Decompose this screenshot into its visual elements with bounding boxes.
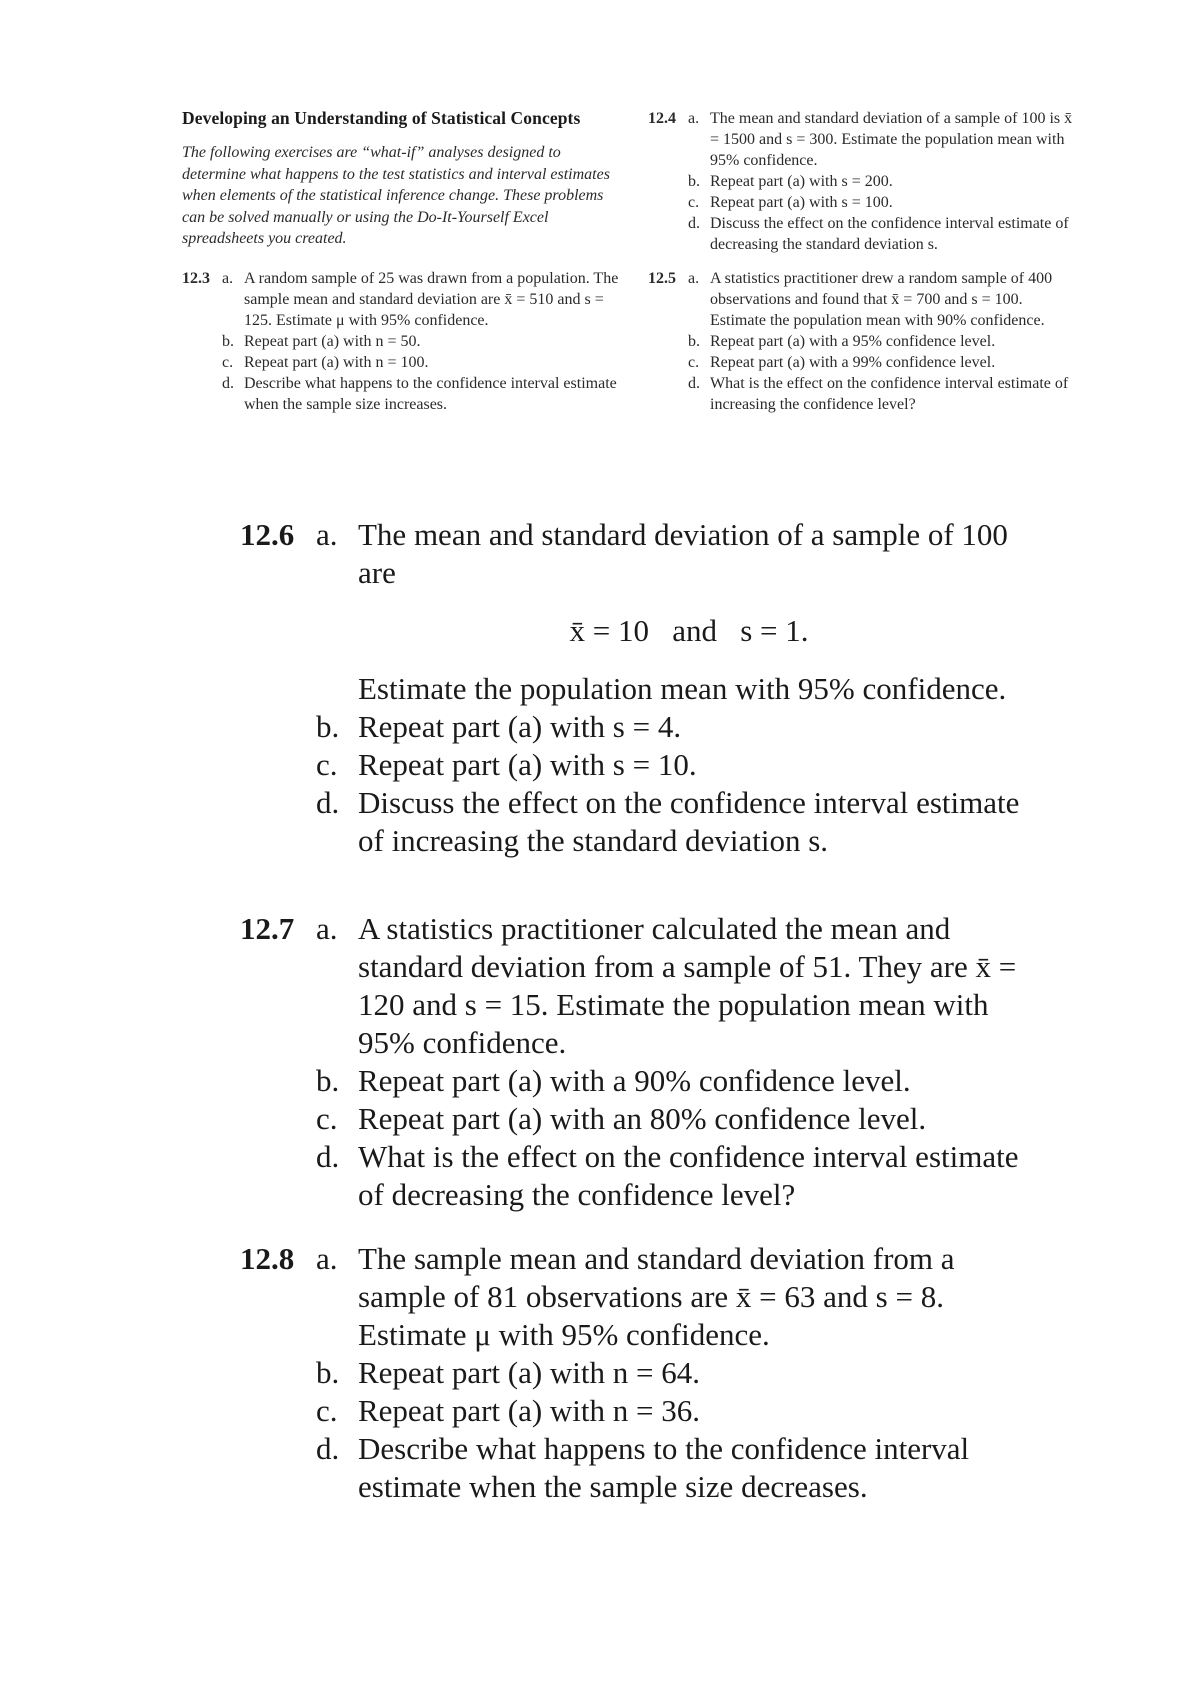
part-text: What is the effect on the confidence interval estimate of increasing the confidence level? <box>710 375 1069 413</box>
exercise-number: 12.6 <box>240 517 295 552</box>
part-text: Repeat part (a) with a 99% confidence level. <box>710 354 996 371</box>
part-text: Repeat part (a) with s = 200. <box>710 173 893 190</box>
part-letter: b. <box>316 1355 340 1390</box>
part-text: Describe what happens to the confidence interval estimate when the sample size decreases. <box>358 1431 970 1504</box>
exercise-12-4-part-a <box>648 108 1073 171</box>
exercise-12-5-part-c <box>648 352 1073 373</box>
exercise-12-5-part-b <box>648 331 1073 352</box>
part-text: The mean and standard deviation of a sample of 100 are <box>358 517 1008 590</box>
exercise-12-5-part-a <box>648 268 1073 331</box>
part-letter: d. <box>222 375 234 392</box>
exercise-12-6-part-c <box>240 746 1020 784</box>
part-text: Describe what happens to the confidence interval estimate when the sample size increases. <box>244 375 617 413</box>
exercise-number: 12.4 <box>648 110 676 127</box>
part-text: Repeat part (a) with s = 10. <box>358 747 697 782</box>
part-text: Discuss the effect on the confidence interval estimate of increasing the standard deviation s. <box>358 785 1020 858</box>
part-letter: b. <box>316 709 340 744</box>
exercise-number: 12.8 <box>240 1241 295 1276</box>
part-text: The mean and standard deviation of a sample of 100 is x̄ = 1500 and s = 300. Estimate the population mean with 95% confidence. <box>710 110 1073 169</box>
exercise-12-3-part-c <box>182 352 622 373</box>
part-text: Repeat part (a) with n = 50. <box>244 333 421 350</box>
exercise-12-7 <box>240 910 1020 1214</box>
part-letter: b. <box>688 173 700 190</box>
exercise-12-8-part-b <box>240 1354 1020 1392</box>
part-letter: b. <box>316 1063 340 1098</box>
part-letter: c. <box>316 1393 338 1428</box>
part-letter: d. <box>688 375 700 392</box>
exercise-number: 12.3 <box>182 270 210 287</box>
part-letter: b. <box>222 333 234 350</box>
exercise-12-5 <box>648 268 1073 415</box>
exercise-12-6-part-b <box>240 708 1020 746</box>
exercise-12-5-part-d <box>648 373 1073 415</box>
exercise-12-7-part-a <box>240 910 1020 1062</box>
part-letter: a. <box>316 517 338 552</box>
exercise-12-3-part-d <box>182 373 622 415</box>
part-letter: a. <box>222 270 234 287</box>
part-text: A statistics practitioner drew a random sample of 400 observations and found that x̄ = 700 and s = 100. Estimate the population mean with 90% confidence. <box>710 270 1053 329</box>
exercise-12-4-part-d <box>648 213 1073 255</box>
exercise-12-6-equation: x̄ = 10 and s = 1. <box>569 613 809 648</box>
section-intro: The following exercises are “what-if” analyses designed to determine what happens to the test statistics and interval estimates when elements of the statistical inference change. These problems can be solved manually or using the Do-It-Yourself Excel spreadsheets you created. <box>182 144 610 247</box>
part-letter: c. <box>222 354 234 371</box>
part-letter: d. <box>316 1139 340 1174</box>
part-text: Estimate the population mean with 95% confidence. <box>358 671 1007 706</box>
exercise-12-3 <box>182 268 622 415</box>
part-text: Repeat part (a) with n = 36. <box>358 1393 701 1428</box>
exercise-number: 12.5 <box>648 270 676 287</box>
exercise-12-6-part-a <box>240 516 1020 592</box>
part-text: Repeat part (a) with n = 64. <box>358 1355 701 1390</box>
exercise-12-3-part-a <box>182 268 622 331</box>
part-letter: a. <box>316 911 338 946</box>
part-text: Repeat part (a) with s = 100. <box>710 194 893 211</box>
exercise-12-3-part-b <box>182 331 622 352</box>
part-letter: d. <box>316 785 340 820</box>
exercise-12-8-part-c <box>240 1392 1020 1430</box>
part-text: Repeat part (a) with n = 100. <box>244 354 429 371</box>
exercise-12-8 <box>240 1240 1020 1506</box>
part-letter: a. <box>688 110 700 127</box>
exercise-12-7-part-c <box>240 1100 1020 1138</box>
exercise-12-7-part-d <box>240 1138 1020 1214</box>
part-letter: c. <box>316 1101 338 1136</box>
part-text: A statistics practitioner calculated the mean and standard deviation from a sample of 51. They are x̄ = 120 and s = 15. Estimate the population mean with 95% confidence. <box>358 911 1017 1060</box>
part-letter: b. <box>688 333 700 350</box>
exercise-12-4-part-c <box>648 192 1073 213</box>
exercise-12-8-part-d <box>240 1430 1020 1506</box>
section-title: Developing an Understanding of Statistical Concepts <box>182 108 581 128</box>
part-text: Discuss the effect on the confidence interval estimate of decreasing the standard deviation s. <box>710 215 1069 253</box>
part-letter: c. <box>688 194 700 211</box>
part-letter: a. <box>316 1241 338 1276</box>
part-text: Repeat part (a) with a 90% confidence level. <box>358 1063 911 1098</box>
part-text: The sample mean and standard deviation from a sample of 81 observations are x̄ = 63 and s = 8. Estimate μ with 95% confidence. <box>358 1241 955 1352</box>
part-letter: d. <box>316 1431 340 1466</box>
exercise-number: 12.7 <box>240 911 295 946</box>
exercise-12-4-part-b <box>648 171 1073 192</box>
exercise-12-6-part-d <box>240 784 1020 860</box>
part-text: Repeat part (a) with an 80% confidence level. <box>358 1101 927 1136</box>
part-text: What is the effect on the confidence interval estimate of decreasing the confidence level? <box>358 1139 1019 1212</box>
exercise-12-8-part-a <box>240 1240 1020 1354</box>
exercise-12-4 <box>648 108 1073 255</box>
part-letter: c. <box>316 747 338 782</box>
part-letter: a. <box>688 270 700 287</box>
part-text: A random sample of 25 was drawn from a population. The sample mean and standard deviation are x̄ = 510 and s = 125. Estimate μ with 95% confidence. <box>244 270 619 329</box>
exercise-12-6 <box>240 516 1020 860</box>
part-text: Repeat part (a) with s = 4. <box>358 709 682 744</box>
exercise-12-7-part-b <box>240 1062 1020 1100</box>
part-text: Repeat part (a) with a 95% confidence level. <box>710 333 996 350</box>
part-letter: c. <box>688 354 700 371</box>
exercise-12-6-part-a-continued <box>240 670 1020 708</box>
part-letter: d. <box>688 215 700 232</box>
